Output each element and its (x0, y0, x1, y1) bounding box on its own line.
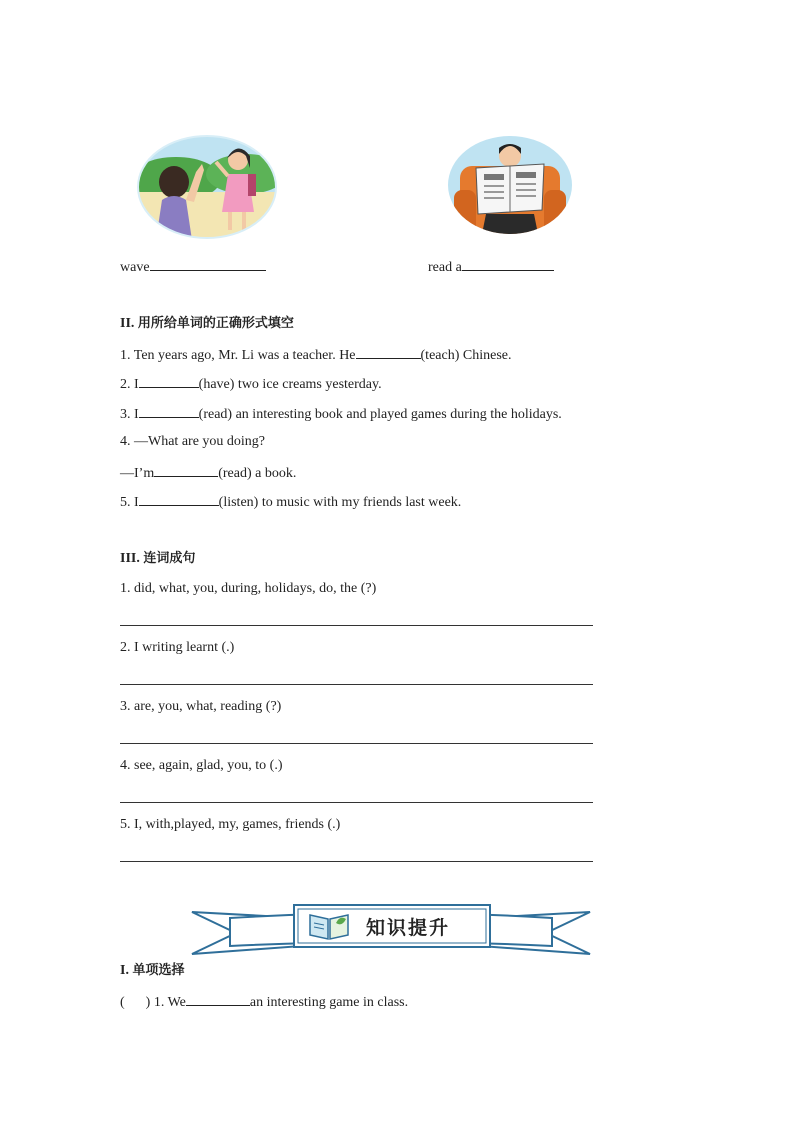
q1-text-before: 1. Ten years ago, Mr. Li was a teacher. He (120, 348, 356, 363)
section-3-title: 连词成句 (143, 551, 196, 566)
section-2-heading (120, 315, 294, 333)
reorder-question: 1. did, what, you, during, holidays, do, the (?) (120, 581, 377, 596)
fill-question-3 (120, 404, 562, 424)
q5-text-before: 5. I (120, 495, 139, 510)
choice-q1-text-before: 1. We (153, 995, 186, 1010)
q2-text-after: (have) two ice creams yesterday. (198, 377, 382, 392)
choice-question-1 (120, 992, 408, 1012)
reorder-question: 5. I, with,played, my, games, friends (.) (120, 817, 341, 832)
q1-text-after: (teach) Chinese. (420, 348, 512, 363)
wave-answer-blank[interactable] (150, 257, 266, 271)
q3-blank[interactable] (139, 404, 199, 418)
section-2-number: II. (120, 316, 135, 331)
choice-q1-text-after: an interesting game in class. (249, 995, 409, 1010)
reorder-answer-line[interactable] (120, 684, 593, 685)
reorder-answer-line[interactable] (120, 861, 593, 862)
section-1-number: I. (120, 963, 129, 978)
wave-picture (136, 134, 278, 240)
read-answer-blank[interactable] (462, 257, 554, 271)
section-3-heading (120, 550, 195, 568)
fill-question-2 (120, 374, 382, 394)
man-reading-newspaper-illustration (446, 134, 574, 236)
fill-question-4 (120, 433, 265, 451)
q3-text-before: 3. I (120, 407, 139, 422)
q5-text-after: (listen) to music with my friends last week. (218, 495, 462, 510)
reorder-answer-line[interactable] (120, 743, 593, 744)
section-1-title: 单项选择 (132, 963, 185, 978)
reorder-answer-line[interactable] (120, 625, 593, 626)
q5-blank[interactable] (139, 492, 219, 506)
q4-question: 4. —What are you doing? (120, 434, 266, 449)
read-caption-text: read a (428, 260, 462, 275)
reorder-question: 3. are, you, what, reading (?) (120, 699, 282, 714)
fill-question-1 (120, 345, 511, 365)
reorder-question: 4. see, again, glad, you, to (.) (120, 758, 283, 773)
choice-q1-blank[interactable] (186, 992, 250, 1006)
children-waving-illustration (136, 134, 278, 240)
read-caption (428, 257, 554, 277)
reorder-question: 2. I writing learnt (.) (120, 640, 235, 655)
wave-caption (120, 257, 266, 277)
fill-question-4-answer (120, 463, 296, 483)
q1-blank[interactable] (356, 345, 421, 359)
section-1-heading (120, 962, 184, 980)
q2-text-before: 2. I (120, 377, 139, 392)
banner-title: 知识提升 (366, 917, 451, 939)
book-icon (306, 909, 352, 941)
answer-paren[interactable]: ( ) (120, 995, 151, 1010)
q4-text-after: (read) a book. (218, 466, 297, 481)
reorder-answer-line[interactable] (120, 802, 593, 803)
wave-caption-text: wave (120, 260, 150, 275)
q4-blank[interactable] (154, 463, 218, 477)
q3-text-after: (read) an interesting book and played games during the holidays. (198, 407, 562, 422)
q2-blank[interactable] (139, 374, 199, 388)
read-picture (446, 134, 574, 236)
section-2-title: 用所给单词的正确形式填空 (137, 316, 294, 331)
q4-text-before: —I’m (120, 466, 155, 481)
section-3-number: III. (120, 551, 140, 566)
fill-question-5 (120, 492, 461, 512)
